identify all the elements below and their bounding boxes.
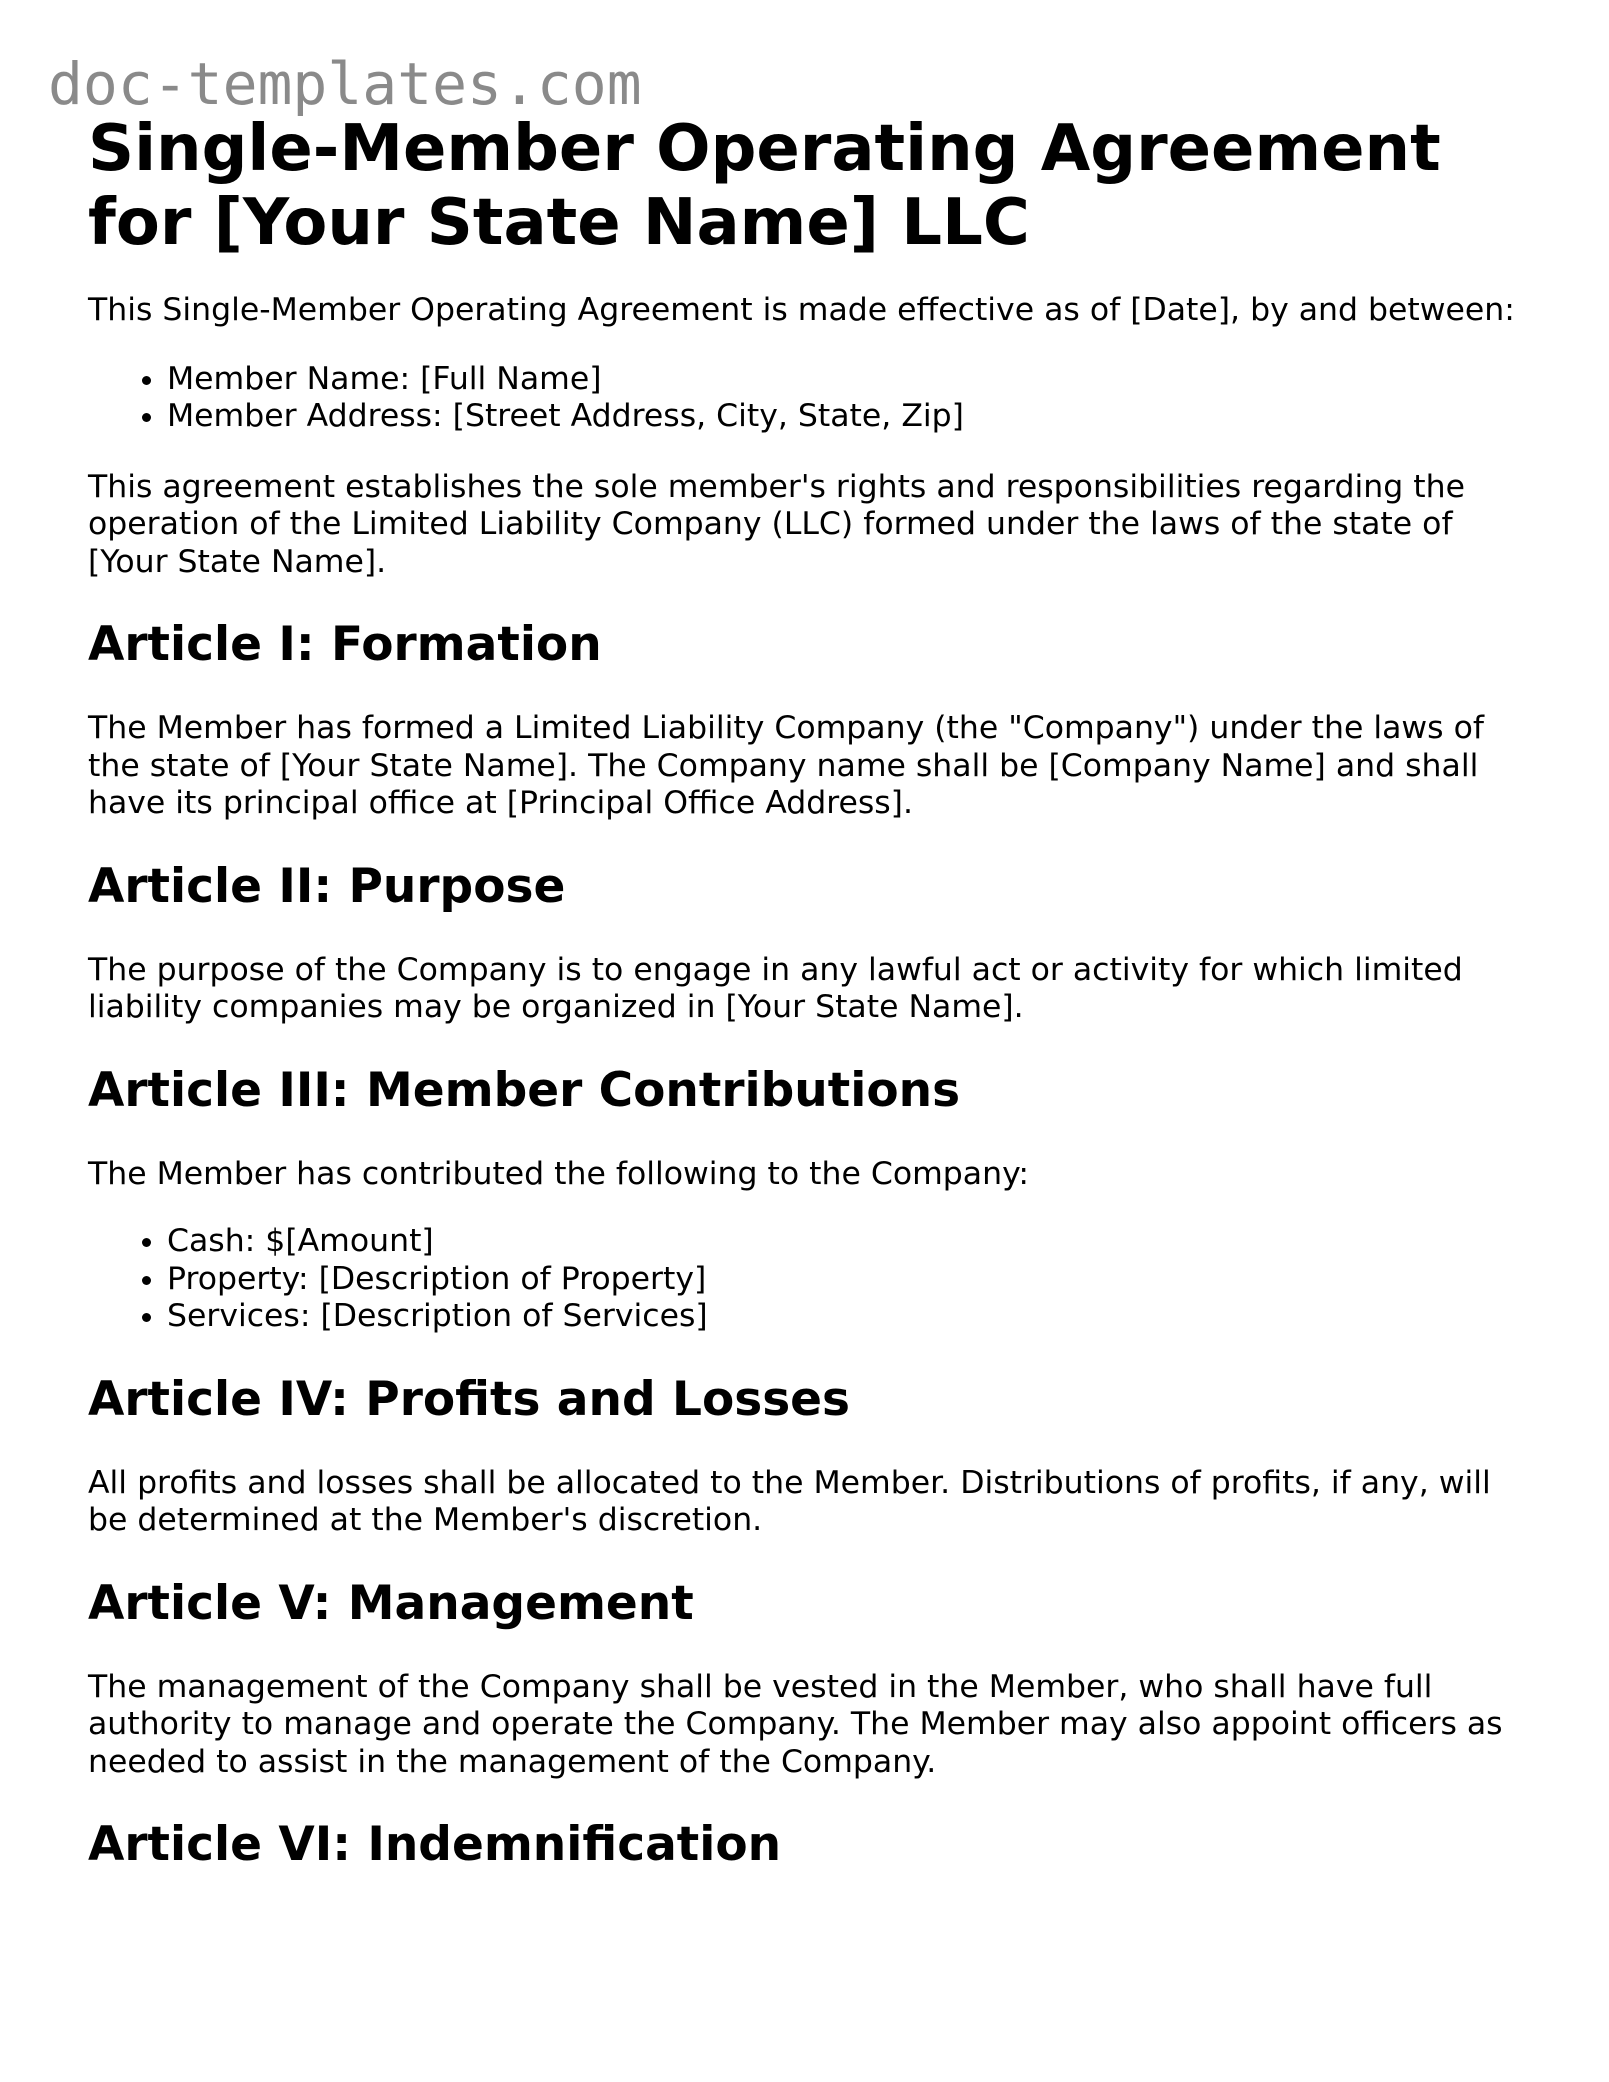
article-heading: Article VI: Indemnification	[88, 1817, 782, 1872]
article-heading: Article IV: Profits and Losses	[88, 1371, 851, 1427]
list-item: • Property: [Description of Property]	[167, 1261, 1528, 1299]
document-page	[88, 112, 1528, 1873]
list-item: • Services: [Description of Services]	[167, 1298, 1528, 1336]
article-heading: Article III: Member Contributions	[88, 1062, 961, 1118]
list-item: • Member Name: [Full Name]	[167, 361, 1528, 399]
article-text: All profits and losses shall be allocated to the Member. Distributions of profits, if any, will be determined at the Member's discretion.	[88, 1464, 1491, 1538]
article-heading: Article II: Purpose	[88, 858, 566, 914]
purpose-statement: This agreement establishes the sole member's rights and responsibilities regarding the operation of the Limited Liability Company (LLC) formed under the laws of the state of [Your State Name].	[88, 468, 1465, 580]
list-item: • Member Address: [Street Address, City, State, Zip]	[167, 398, 1528, 436]
article-heading: Article I: Formation	[88, 617, 602, 672]
list-item: • Cash: $[Amount]	[167, 1223, 1528, 1261]
member-details-list	[88, 361, 1528, 436]
article-text: The purpose of the Company is to engage in any lawful act or activity for which limited liability companies may be organized in [Your State Name].	[88, 951, 1463, 1025]
article-heading: Article V: Management	[88, 1575, 694, 1631]
watermark: doc-templates.com	[48, 50, 642, 118]
document-title: Single-Member Operating Agreement for [Your State Name] LLC	[88, 112, 1441, 260]
intro-paragraph: This Single-Member Operating Agreement is made effective as of [Date], by and between:	[88, 292, 1515, 328]
contributions-list	[88, 1223, 1528, 1336]
article-text: The Member has contributed the following to the Company:	[88, 1155, 1030, 1192]
article-text: The management of the Company shall be vested in the Member, who shall have full authority to manage and operate the Company. The Member may also appoint officers as needed to assist in the management of the Company.	[88, 1668, 1503, 1780]
article-text: The Member has formed a Limited Liability Company (the "Company") under the laws of the state of [Your State Name]. The Company name shall be [Company Name] and shall have its principal office at [Principal Office Address].	[88, 710, 1484, 821]
